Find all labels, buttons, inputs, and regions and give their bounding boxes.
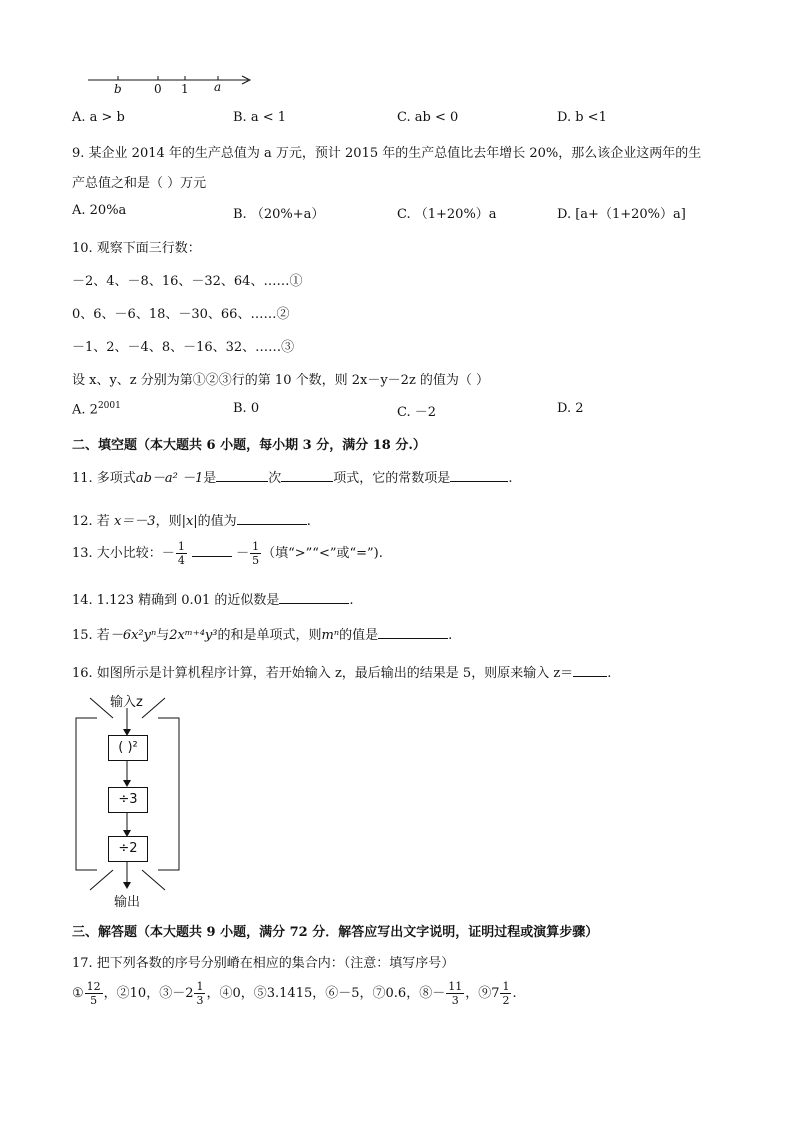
q17-numbers: [72, 980, 517, 1007]
q11-prefix: 11. 多项式: [72, 471, 136, 486]
q17-item-3-fraction: [194, 980, 205, 1007]
q8-option-c: C. ab < 0: [397, 110, 459, 125]
q17-item-1-marker: ①: [72, 986, 84, 1001]
q8-option-b: B. a < 1: [233, 110, 286, 125]
flow-divide-3-box: ÷3: [108, 787, 148, 813]
q14-text: 14. 1.123 精确到 0.01 的近似数是: [72, 593, 280, 608]
q15-end: .: [448, 628, 453, 643]
numberline-label-1: 1: [181, 82, 189, 96]
q15-post: 的和是单项式，则: [217, 628, 322, 643]
q12-expression: x＝－3: [113, 514, 156, 529]
q15-post-2: 的值是: [339, 628, 379, 643]
q9-stem-line2: 产总值之和是（ ）万元: [72, 176, 207, 191]
q17-end: .: [512, 986, 517, 1001]
flow-input-label: 输入z: [110, 695, 143, 710]
q10-row3: －1、2、－4、8、－16、32、……③: [72, 340, 295, 355]
q10-option-a-exp: 2001: [97, 401, 121, 411]
q17-item-1-fraction: [85, 980, 103, 1007]
q12-mid: ，则: [155, 514, 182, 529]
q16-text: 16. 如图所示是计算机程序计算，若开始输入 z，最后输出的结果是 5，则原来输入 z＝: [72, 666, 574, 681]
q13-fraction-2-numerator: 1: [252, 540, 260, 553]
q17-items-2-3: ，②10，③－2: [103, 986, 194, 1001]
q17-item-8-numerator: 11: [448, 980, 463, 993]
q17-item-1-denominator: 5: [90, 994, 98, 1007]
q15-prefix: 15. 若: [72, 628, 110, 643]
q17-item-3-numerator: 1: [196, 980, 204, 993]
q11-text-3: 项式，它的常数项是: [333, 471, 451, 486]
numberline-label-b: b: [114, 82, 122, 96]
q14-end: .: [349, 593, 354, 608]
section-3-heading: 三、解答题（本大题共 9 小题，满分 72 分．解答应写出文字说明，证明过程或演算步骤）: [72, 925, 599, 940]
q17-items-4-8: ，④0，⑤3.1415，⑥－5，⑦0.6，⑧－: [206, 986, 446, 1001]
q9-stem-line1: 9. 某企业 2014 年的生产总值为 a 万元，预计 2015 年的生产总值比去年增长 20%，那么该企业这两年的生: [72, 146, 702, 161]
q8-option-a: A. a > b: [72, 110, 125, 125]
q13-post: （填“>”“<”或“=”).: [262, 546, 383, 561]
q10-option-c: C. －2: [397, 405, 437, 420]
q10-stem: 10. 观察下面三行数：: [72, 241, 201, 256]
q17-item-9: ，⑨7: [465, 986, 500, 1001]
numberline-label-0: 0: [154, 82, 162, 96]
q10-question: 设 x、y、z 分别为第①②③行的第 10 个数，则 2x－y－2z 的值为（ ）: [72, 373, 490, 388]
q12-prefix: 12. 若: [72, 514, 114, 529]
q15-expression-1: －6x²yⁿ: [109, 628, 157, 643]
q11-text-2: 次: [268, 471, 282, 486]
q17-item-8-denominator: 3: [451, 994, 459, 1007]
q10-row1: －2、4、－8、16、－32、64、……①: [72, 274, 303, 289]
q11-end: .: [508, 471, 513, 486]
q17-stem: 17. 把下列各数的序号分别嵴在相应的集合内：（注意：填写序号）: [72, 956, 455, 971]
q9-option-c: C. （1+20%）a: [397, 207, 497, 222]
q13-fraction-1-denominator: 4: [177, 554, 185, 567]
q15-expression-2: 2xᵐ⁺⁴y³: [169, 628, 218, 643]
q17-item-9-denominator: 2: [502, 994, 510, 1007]
q11-expression: ab－a² －1: [135, 471, 204, 486]
q8-option-d: D. b <1: [557, 110, 607, 125]
q17-item-1-numerator: 12: [86, 980, 101, 993]
q9-option-a: A. 20%a: [72, 203, 127, 218]
section-2-heading: 二、填空题（本大题共 6 小题，每小期 3 分，满分 18 分.）: [72, 438, 426, 453]
q13-fraction-1-numerator: 1: [177, 540, 185, 553]
q13-prefix: 13. 大小比较：－: [72, 546, 175, 561]
q13-fraction-2-denominator: 5: [252, 554, 260, 567]
q12-abs: |x|: [181, 514, 198, 529]
q10-row2: 0、6、－6、18、－30、66、……②: [72, 307, 290, 322]
q17-item-3-denominator: 3: [196, 994, 204, 1007]
flow-divide-2-box: ÷2: [108, 836, 148, 862]
flow-output-label: 输出: [114, 895, 141, 910]
q10-option-a-base: A. 2: [72, 402, 98, 418]
q12-end: .: [306, 514, 311, 529]
numberline-label-a: a: [214, 80, 222, 94]
q9-option-b: B. （20%+a）: [233, 207, 325, 222]
q13-mid: －: [236, 546, 250, 561]
q15-expression-3: mⁿ: [321, 628, 340, 643]
q17-item-8-fraction: [446, 980, 464, 1007]
q10-option-b: B. 0: [233, 401, 260, 416]
q17-item-9-fraction: [500, 980, 511, 1007]
flow-square-box: ( )²: [108, 735, 148, 761]
q9-option-d: D. [a+（1+20%）a]: [557, 207, 686, 222]
q11-text-1: 是: [203, 471, 217, 486]
q16-end: .: [607, 666, 612, 681]
q15-and: 与: [156, 628, 170, 643]
q17-item-9-numerator: 1: [502, 980, 510, 993]
q10-option-d: D. 2: [557, 401, 584, 416]
q12-post: 的值为: [197, 514, 237, 529]
